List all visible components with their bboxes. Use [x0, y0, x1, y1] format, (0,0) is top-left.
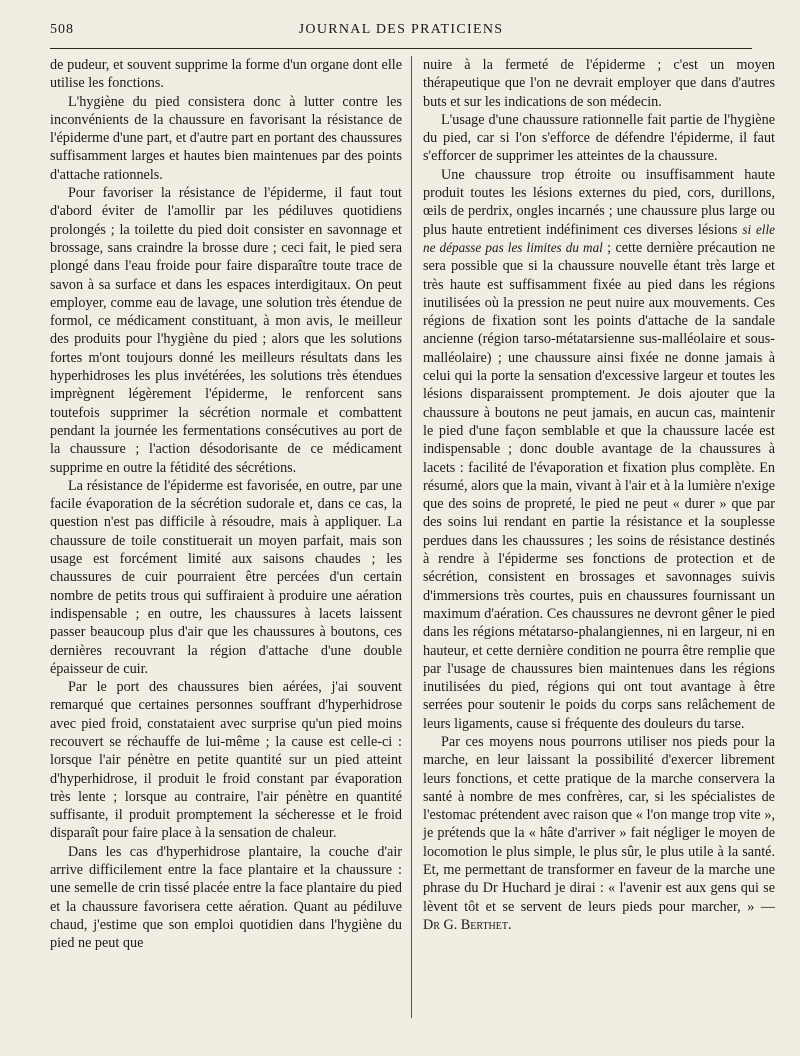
paragraph [423, 733, 775, 934]
page-number: 508 [50, 22, 74, 37]
journal-title: JOURNAL DES PRATICIENS [298, 22, 504, 37]
page-header [50, 18, 752, 49]
paragraph: L'hygiène du pied consistera donc à lutter contre les inconvénients de la chaussure en favorisant la résistance de l'épiderme d'une part, et d'autre part en portant des chaussures suffisamment larges et hautes bien maintenues par des points d'attache rationnels. [50, 93, 402, 183]
paragraph [423, 166, 775, 733]
paragraph-text: ; cette dernière précaution ne sera possible que si la chaussure nouvelle étant très large et très haute est suffisamment fixée au pied dans les régions inutilisées où la pression ne peut nuire aux mouvements. Ces régions de fixation sont les points d'attache de la sandale ancienne (région tarso-métatarsienne sus-malléolaire et sous-malléolaire) ; une chaussure ainsi fixée ne donne jamais à celui qui la porte la sensation d'excessive largeur et toutes les lésions disparaissent promptement. Je dois ajouter que la chaussure à boutons ne peut jamais, en aucun cas, maintenir le pied d'une façon semblable et que la chaussure lacée est indispensable ; donc double avantage de la chaussures à lacets : facilité de l'évaporation et fixation plus complète. En résumé, alors que la main, vivant à l'air et à la lumière n'exige que des soins de propreté, le pied ne peut « durer » que par des soins lui rendant en partie la résistance et la souplesse perdues dans les chaussures ; les soins de résistance destinés à rendre à l'épiderme ses fonctions de protection et de sécrétion, consistent en brossages et savonnages suivis d'immersions très courtes, puis en chaussures fournissant un maximum d'aération. Ces chaussures ne devront gêner le pied dans les régions métatarso-phalangiennes, ni en largeur, ni en hauteur, et cette dernière condition ne pourra être remplie que par l'usage de chaussures bien maintenues dans les régions inutilisées du pied, régions qui ont tout avantage à être serrées pour soutenir le poids du corps sans relâchement de leurs ligaments, cause si fréquente des douleurs du tarse. [423, 239, 775, 732]
right-column [423, 56, 775, 934]
paragraph: Par le port des chaussures bien aérées, j'ai souvent remarqué que certaines personnes souffrant d'hyperhidrose avec pied froid, constataient avec surprise qu'un pied moins recouvert se réchauffe de lui-même ; la cause est celle-ci : lorsque l'air pénètre en petite quantité sur un pied atteint d'hyperhidrose, il produit le froid constant par évaporation très lente ; lorsque au contraire, l'air pénètre en quantité suffisante, il produit promptement la sécheresse et le froid disparaît pour faire place à la sensation de chaleur. [50, 679, 402, 842]
paragraph-text: Une chaussure trop étroite ou insuffisamment haute produit toutes les lésions externes du pied, cors, durillons, œils de perdrix, ongles incarnés ; une chaussure plus large ou plus haute entretient indéfiniment ces diverses lésions [423, 166, 775, 238]
column-divider [411, 56, 412, 1018]
italic-phrase: si elle ne dépasse pas les limites du mal [423, 221, 775, 255]
paragraph: L'usage d'une chaussure rationnelle fait partie de l'hygiène du pied, car si l'on s'efforce de défendre l'épiderme, il faut s'efforcer de supprimer les atteintes de la chaussure. [423, 111, 775, 165]
author-signature: Dr G. Berthet. [423, 916, 512, 933]
paragraph: Pour favoriser la résistance de l'épiderme, il faut tout d'abord éviter de l'amollir par les pédiluves quotidiens prolongés ; la toilette du pied doit consister en savonnage et brossage, sans craindre la brosse dure ; ceci fait, le pied sera plongé dans l'eau froide pour faire disparaître toute trace de savon à sa surface et dans les espaces interdigitaux. On peut employer, comme eau de lavage, une solution très étendue de formol, ce médicament constituant, à mon avis, le meilleur des produits pour l'hygiène du pied ; alors que les solutions fortes m'ont toujours donné les meilleurs résultats dans les hyperhidroses les plus invétérées, les solutions très étendues imprègnent légèrement l'épiderme, le renforcent sans toutefois supprimer la sécrétion normale et combattent pendant la journée les fermentations consécutives au port de la chaussure ; l'action désodorisante de ce médicament supprime en outre la fétidité des sécrétions. [50, 185, 402, 476]
paragraph: de pudeur, et souvent supprime la forme d'un organe dont elle utilise les fonctions. [50, 57, 402, 92]
left-column [50, 56, 402, 953]
paragraph: Dans les cas d'hyperhidrose plantaire, la couche d'air arrive difficilement entre la face plantaire et la chaussure : une semelle de crin tissé placée entre la face plantaire du pied et la chaussure favorisera cette aération. Quant au pédiluve chaud, j'estime que son emploi quotidien dans l'hygiène du pied ne peut que [50, 843, 402, 952]
paragraph-text: Par ces moyens nous pourrons utiliser nos pieds pour la marche, en leur laissant la possibilité d'exercer librement leurs fonctions, et cette pratique de la marche conservera la santé à nombre de mes confrères, car, si les spécialistes de l'estomac prétendent avec raison que « l'on mange trop vite », je prétends que la « hâte d'arriver » fait négliger le moyen de locomotion le plus simple, le plus sûr, le plus utile à la santé. Et, me permettant de transformer en faveur de la marche une phrase du Dr Huchard je dirai : « l'avenir est aux gens qui se lèvent tôt et se servent de leurs pieds pour marcher, » — [423, 733, 775, 915]
paragraph: nuire à la fermeté de l'épiderme ; c'est un moyen thérapeutique que l'on ne devrait employer que dans d'autres buts et sur les indications de son médecin. [423, 57, 775, 110]
paragraph: La résistance de l'épiderme est favorisée, en outre, par une facile évaporation de la sécrétion sudorale et, dans ce cas, la question n'est pas difficile à résoudre, mais à appliquer. La chaussure de toile constituerait un moyen parfait, mais son usage est forcément limité aux saisons chaudes ; les chaussures de cuir pourraient être percées d'un certain nombre de petits trous qui suffiraient à produire une aération indispensable ; en outre, les chaussures à lacets laissent passer beaucoup plus d'air que les chaussures à boutons, ces dernières recouvrant la région d'attache d'une double épaisseur de cuir. [50, 477, 402, 677]
